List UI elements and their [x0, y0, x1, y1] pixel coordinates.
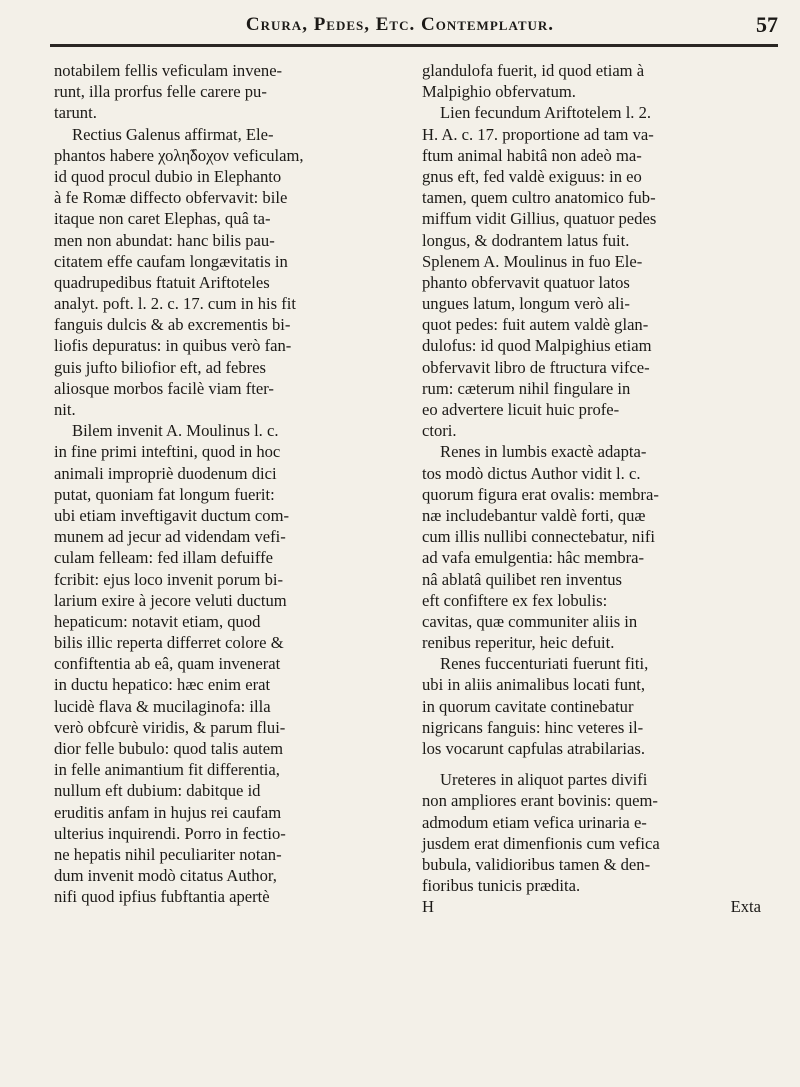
text-line: Malpighio obfervatum.	[422, 82, 576, 102]
text-line: notabilem fellis veficulam invene-	[54, 61, 283, 80]
signature-mark: H	[422, 897, 434, 917]
text-line: phantos habere χολη̃δοχον veficulam,	[54, 145, 304, 165]
paragraph-gap	[422, 759, 767, 769]
text-line: miffum vidit Gillius, quatuor pedes	[422, 209, 657, 229]
paragraph-start: Renes fuccenturiati fuerunt fiti,	[440, 654, 649, 674]
text-line: in quorum cavitate continebatur	[422, 696, 634, 716]
text-line: ulterius inquirendi. Porro in fectio-	[54, 823, 286, 843]
text-line: à fe Romæ diffecto obfervavit: bile	[54, 188, 288, 208]
text-line: admodum etiam vefica urinaria e-	[422, 812, 647, 832]
page-header	[0, 0, 800, 48]
text-line: lucidè flava & mucilaginofa: illa	[54, 696, 271, 716]
text-line: cum illis nullibi connectebatur, nifi	[422, 527, 655, 547]
text-line: longus, & dodrantem latus fuit.	[422, 230, 630, 250]
text-line: los vocarunt capfulas atrabilarias.	[422, 739, 646, 758]
text-line: animali impropriè duodenum dici	[54, 463, 277, 483]
text-line: fcribit: ejus loco invenit porum bi-	[54, 569, 284, 589]
text-line: glandulofa fuerit, id quod etiam à	[422, 61, 645, 80]
text-line: analyt. poft. l. 2. c. 17. cum in his fit	[54, 294, 296, 314]
paragraph-start: Rectius Galenus affirmat, Ele-	[72, 124, 274, 144]
text-line: men non abundat: hanc bilis pau-	[54, 230, 275, 250]
text-line: ne hepatis nihil peculiariter notan-	[54, 844, 282, 864]
text-line: phanto obfervavit quatuor latos	[422, 272, 630, 292]
text-line: næ includebantur valdè forti, quæ	[422, 505, 646, 525]
text-line: munem ad jecur ad videndam vefi-	[54, 527, 286, 547]
catchword: Exta	[730, 897, 761, 917]
text-line: bubula, validioribus tamen & den-	[422, 854, 651, 874]
text-line: in felle animantium fit differentia,	[54, 760, 280, 780]
text-line: eruditis anfam in hujus rei caufam	[54, 802, 282, 822]
text-line: ad vafa emulgentia: hâc membra-	[422, 548, 645, 568]
left-column	[54, 60, 399, 908]
text-line: confiftentia ab eâ, quam invenerat	[54, 654, 281, 674]
text-line: gnus eft, fed valdè exiguus: in eo	[422, 166, 642, 186]
text-line: tos modò dictus Author vidit l. c.	[422, 463, 641, 483]
text-line: aliosque morbos facilè viam fter-	[54, 378, 274, 398]
text-line: obfervavit libro de ftructura vifce-	[422, 357, 650, 377]
page-number: 57	[756, 12, 778, 37]
text-line: larium exire à jecore veluti ductum	[54, 590, 287, 610]
paragraph-start: Bilem invenit A. Moulinus l. c.	[72, 421, 279, 441]
text-line: ungues latum, longum verò ali-	[422, 294, 630, 314]
text-line: hepaticum: notavit etiam, quod	[54, 611, 261, 631]
text-line: nit.	[54, 400, 76, 419]
text-line: nigricans fanguis: hinc veteres il-	[422, 717, 644, 737]
text-line: quorum figura erat ovalis: membra-	[422, 484, 659, 504]
text-line: non ampliores erant bovinis: quem-	[422, 791, 658, 811]
text-line: Splenem A. Moulinus in fuo Ele-	[422, 251, 643, 271]
paragraph-start: Renes in lumbis exactè adapta-	[440, 442, 647, 462]
text-line: cavitas, quæ communiter aliis in	[422, 611, 638, 631]
text-line: dulofus: id quod Malpighius etiam	[422, 336, 652, 356]
text-line: eo advertere licuit huic profe-	[422, 400, 620, 419]
text-line: ubi in aliis animalibus locati funt,	[422, 675, 646, 695]
text-line: ubi etiam inveftigavit ductum com-	[54, 505, 290, 525]
text-line: quot pedes: fuit autem valdè glan-	[422, 315, 649, 335]
text-line: runt, illa prorfus felle carere pu-	[54, 82, 267, 102]
text-line: fioribus tunicis prædita.	[422, 876, 581, 896]
text-line: ftum animal habitâ non adeò ma-	[422, 145, 642, 165]
text-line: jusdem erat dimenfionis cum vefica	[422, 833, 660, 853]
text-line: in fine primi inteftini, quod in hoc	[54, 442, 281, 462]
paragraph-start: Lien fecundum Ariftotelem l. 2.	[440, 103, 652, 123]
text-line: fanguis dulcis & ab excrementis bi-	[54, 315, 291, 335]
text-line: nullum eft dubium: dabitque id	[54, 781, 261, 801]
text-line: tamen, quem cultro anatomico fub-	[422, 188, 656, 208]
text-line: ctori.	[422, 421, 457, 441]
text-line: rum: cæterum nihil fingulare in	[422, 378, 631, 398]
text-line: dior felle bubulo: quod talis autem	[54, 739, 284, 758]
right-column	[422, 60, 767, 918]
running-title: Crura, Pedes, Etc. Contemplatur.	[245, 14, 555, 35]
text-line: H. A. c. 17. proportione ad tam va-	[422, 124, 654, 144]
text-line: nâ ablatâ quilibet ren inventus	[422, 569, 622, 589]
text-line: itaque non caret Elephas, quâ ta-	[54, 209, 271, 229]
text-line: in ductu hepatico: hæc enim erat	[54, 675, 271, 695]
text-line: verò obfcurè viridis, & parum flui-	[54, 717, 286, 737]
text-line: quadrupedibus ftatuit Ariftoteles	[54, 272, 270, 292]
text-line: bilis illic reperta differret colore &	[54, 633, 284, 653]
text-line: id quod procul dubio in Elephanto	[54, 166, 282, 186]
text-line: renibus reperitur, heic defuit.	[422, 633, 615, 653]
header-rule	[50, 44, 778, 47]
text-line: liofis depuratus: in quibus verò fan-	[54, 336, 292, 356]
text-line: culam felleam: fed illam defuiffe	[54, 548, 274, 568]
text-line: putat, quoniam fat longum fuerit:	[54, 484, 275, 504]
text-line: nifi quod ipfius fubftantia apertè	[54, 887, 270, 907]
page-footer	[422, 896, 767, 917]
text-line: tarunt.	[54, 103, 97, 123]
text-line: dum invenit modò citatus Author,	[54, 866, 277, 886]
paragraph-start: Ureteres in aliquot partes divifi	[440, 770, 648, 790]
text-line: citatem effe caufam longævitatis in	[54, 251, 288, 271]
text-line: eft confiftere ex fex lobulis:	[422, 590, 608, 610]
text-line: guis jufto biliofior eft, ad febres	[54, 357, 266, 377]
